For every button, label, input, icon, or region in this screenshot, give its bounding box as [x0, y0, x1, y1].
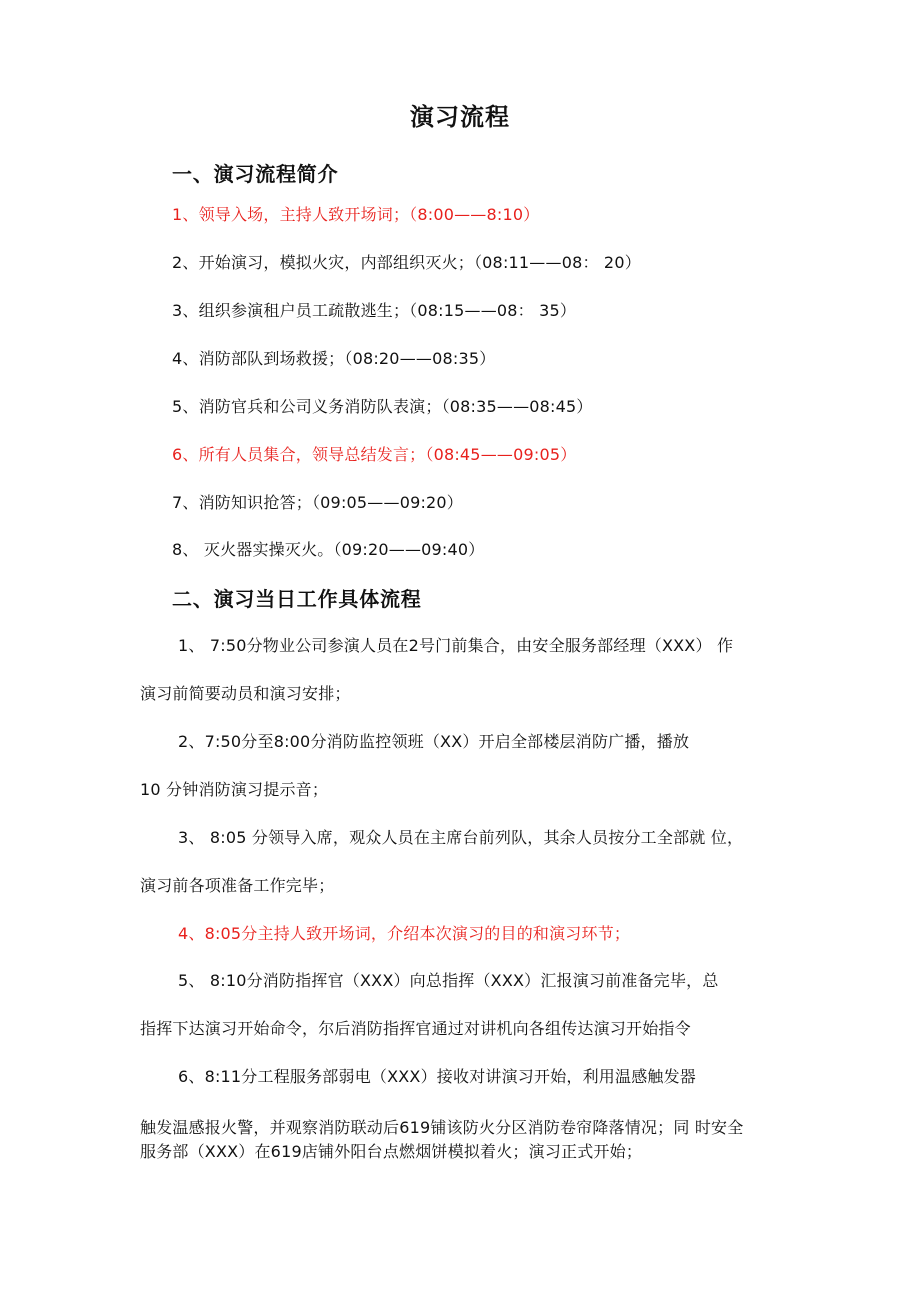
intro-item-8: 8、 灭火器实操灭火。（09:20——09:40）: [172, 540, 485, 559]
section-2-heading: 二、演习当日工作具体流程: [172, 587, 422, 611]
detail-line-1: 1、 7:50分物业公司参演人员在2号门前集合，由安全服务部经理（XXX） 作: [178, 636, 734, 655]
intro-item-7: 7、消防知识抢答；（09:05——09:20）: [172, 493, 463, 512]
detail-line-5: 3、 8:05 分领导入席，观众人员在主席台前列队，其余人员按分工全部就 位，: [178, 828, 744, 847]
detail-line-12: 服务部（XXX）在619店铺外阳台点燃烟饼模拟着火；演习正式开始；: [140, 1142, 643, 1161]
detail-line-4: 10 分钟消防演习提示音；: [140, 780, 329, 799]
detail-line-2: 演习前简要动员和演习安排；: [140, 684, 351, 703]
intro-item-4: 4、消防部队到场救援；（08:20——08:35）: [172, 349, 496, 368]
document-title: 演习流程: [410, 103, 510, 131]
intro-item-5: 5、消防官兵和公司义务消防队表演；（08:35——08:45）: [172, 397, 593, 416]
detail-line-9: 指挥下达演习开始命令，尔后消防指挥官通过对讲机向各组传达演习开始指令: [140, 1019, 691, 1038]
intro-item-1: 1、领导入场，主持人致开场词；（8:00——8:10）: [172, 205, 540, 224]
intro-item-2: 2、开始演习，模拟火灾，内部组织灭火；（08:11——08： 20）: [172, 253, 641, 272]
section-1-heading: 一、演习流程简介: [172, 162, 339, 186]
detail-line-11: 触发温感报火警，并观察消防联动后619铺该防火分区消防卷帘降落情况；同 时安全: [140, 1118, 744, 1137]
intro-item-6: 6、所有人员集合，领导总结发言；（08:45——09:05）: [172, 445, 577, 464]
intro-item-3: 3、组织参演租户员工疏散逃生；（08:15——08： 35）: [172, 301, 577, 320]
detail-line-8: 5、 8:10分消防指挥官（XXX）向总指挥（XXX）汇报演习前准备完毕，总: [178, 971, 719, 990]
detail-line-7: 4、8:05分主持人致开场词，介绍本次演习的目的和演习环节；: [178, 924, 631, 943]
detail-line-10: 6、8:11分工程服务部弱电（XXX）接收对讲演习开始，利用温感触发器: [178, 1067, 696, 1086]
detail-line-6: 演习前各项准备工作完毕；: [140, 876, 335, 895]
detail-line-3: 2、7:50分至8:00分消防监控领班（XX）开启全部楼层消防广播，播放: [178, 732, 690, 751]
